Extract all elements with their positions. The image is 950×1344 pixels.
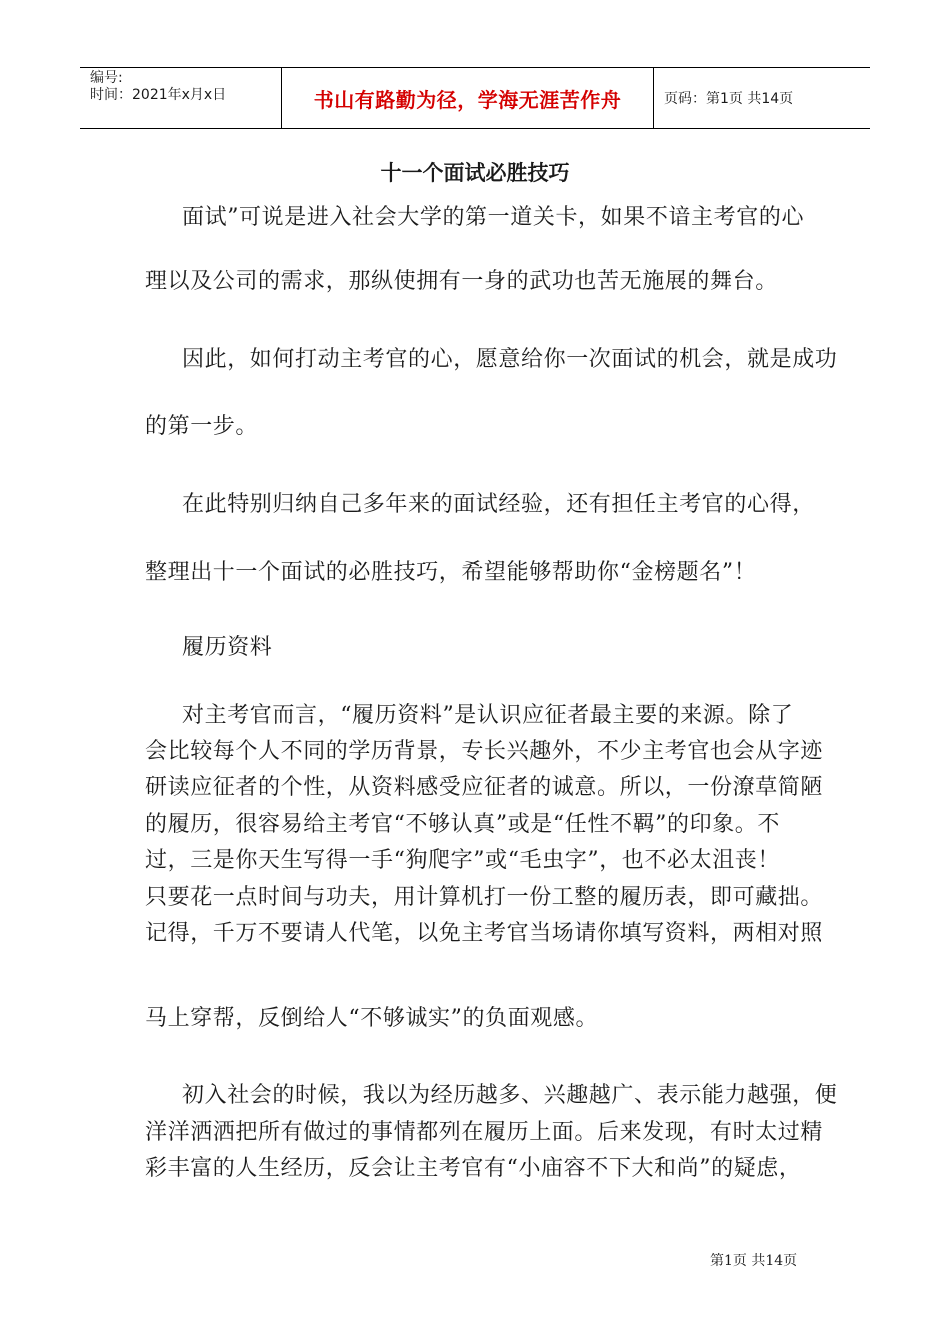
paragraph-line: 初入社会的时候，我以为经历越多、兴趣越广、表示能力越强，便: [182, 1083, 838, 1108]
page-footer: 第1页 共14页: [710, 1253, 798, 1269]
paragraph-line: 面试”可说是进入社会大学的第一道关卡，如果不谙主考官的心: [182, 205, 805, 230]
paragraph-line: 过，三是你天生写得一手“狗爬字”或“毛虫字”，也不必太沮丧！: [145, 848, 780, 873]
header-page-label: 页码：第1页 共14页: [664, 91, 794, 107]
paragraph-line: 的第一步。: [145, 414, 259, 439]
header-date-label: 时间：2021年x月x日: [90, 87, 227, 103]
paragraph-line: 的履历，很容易给主考官“不够认真”或是“任性不羁”的印象。不: [145, 812, 780, 837]
paragraph-line: 彩丰富的人生经历，反会让主考官有“小庙容不下大和尚”的疑虑，: [145, 1156, 802, 1181]
paragraph-line: 马上穿帮，反倒给人“不够诚实”的负面观感。: [145, 1006, 599, 1031]
header-motto: 书山有路勤为径，学海无涯苦作舟: [282, 68, 654, 128]
paragraph-line: 因此，如何打动主考官的心，愿意给你一次面试的机会，就是成功: [182, 347, 838, 372]
paragraph-line: 洋洋洒洒把所有做过的事情都列在履历上面。后来发现，有时太过精: [145, 1120, 824, 1145]
header-number-label: 编号:: [90, 70, 123, 86]
paragraph-line: 研读应征者的个性，从资料感受应征者的诚意。所以，一份潦草简陋: [145, 775, 824, 800]
header-meta: [80, 68, 282, 128]
paragraph-line: 对主考官而言，“履历资料”是认识应征者最主要的来源。除了: [182, 703, 794, 728]
document-header: [80, 67, 870, 129]
paragraph-line: 在此特别归纳自己多年来的面试经验，还有担任主考官的心得，: [182, 492, 815, 517]
paragraph-line: 只要花一点时间与功夫，用计算机打一份工整的履历表，即可藏拙。: [145, 885, 824, 910]
paragraph-line: 整理出十一个面试的必胜技巧，希望能够帮助你“金榜题名”！: [145, 560, 757, 585]
paragraph-line: 记得，千万不要请人代笔，以免主考官当场请你填写资料，两相对照: [145, 921, 824, 946]
paragraph-line: 理以及公司的需求，那纵使拥有一身的武功也苦无施展的舞台。: [145, 269, 778, 294]
section-heading: 履历资料: [182, 635, 273, 660]
paragraph-line: 会比较每个人不同的学历背景，专长兴趣外，不少主考官也会从字迹: [145, 739, 824, 764]
document-title: 十一个面试必胜技巧: [380, 161, 570, 185]
